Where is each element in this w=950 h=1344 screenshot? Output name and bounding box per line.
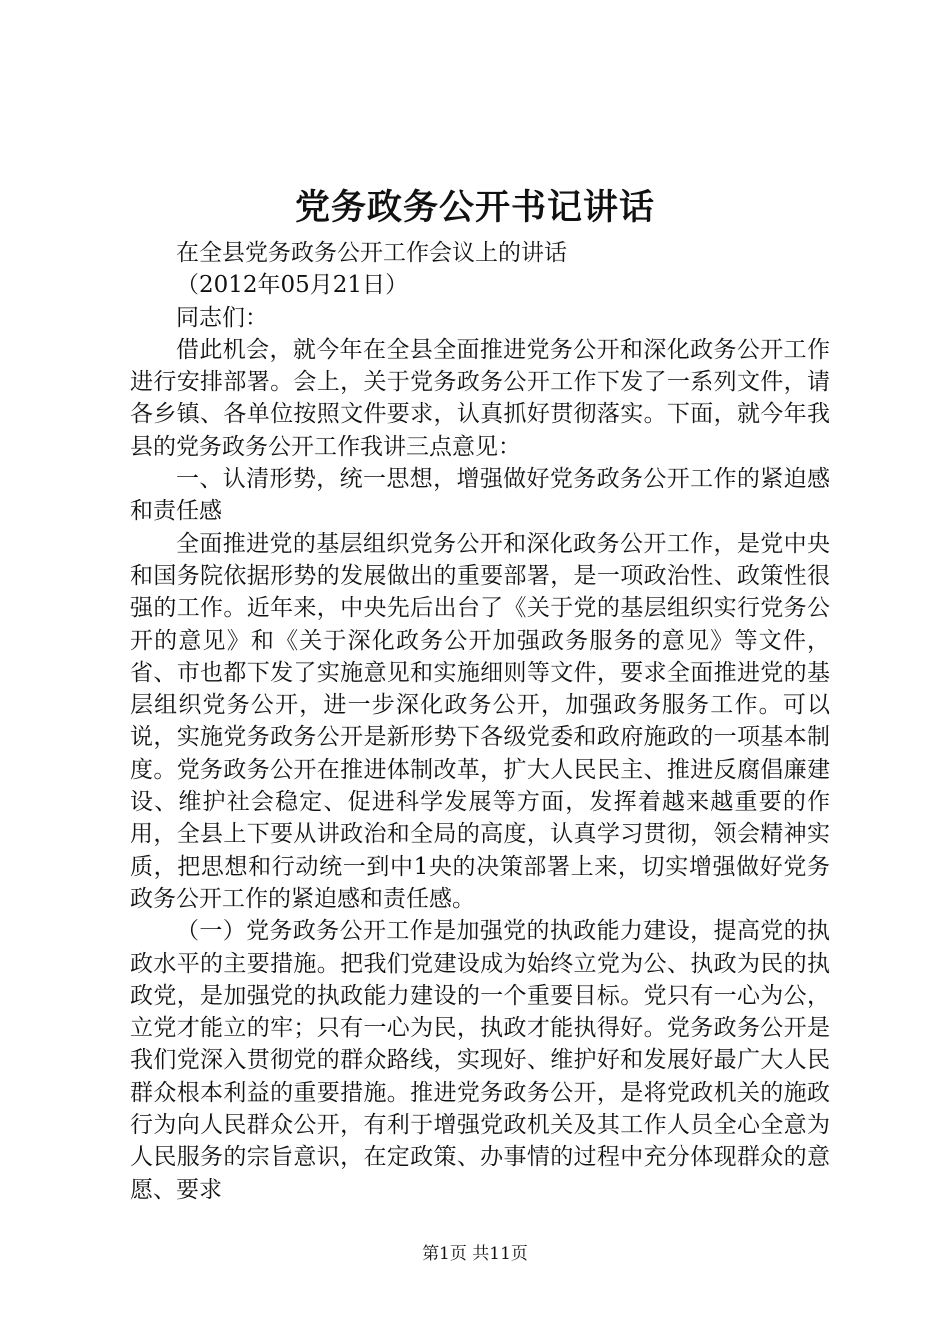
body-paragraph: 全面推进党的基层组织党务公开和深化政务公开工作，是党中央和国务院依据形势的发展做出的重要部署，是一项政治性、政策性很强的工作。近年来，中央先后出台了《关于党的基层组织实行党务公开的意见》和《关于深化政务公开加强政务服务的意见》等文件，省、市也都下发了实施意见和实施细则等文件，要求全面推进党的基层组织党务公开，进一步深化政务公开，加强政务服务工作。可以说，实施党务政务公开是新形势下各级党委和政府施政的一项基本制度。党务政务公开在推进体制改革，扩大人民民主、推进反腐倡廉建设、维护社会稳定、促进科学发展等方面，发挥着越来越重要的作用，全县上下要从讲政治和全局的高度，认真学习贯彻，领会精神实质，把思想和行动统一到中1央的决策部署上来，切实增强做好党务政务公开工作的紧迫感和责任感。 xyxy=(130,530,830,912)
document-title: 党务政务公开书记讲话 xyxy=(294,187,655,228)
salutation: 同志们： xyxy=(176,304,268,331)
speech-date: （2012年05月21日） xyxy=(176,272,409,299)
page-number-footer: 第1页 共11页 xyxy=(422,1244,528,1264)
document-body xyxy=(130,237,830,1206)
body-paragraph: （一）党务政务公开工作是加强党的执政能力建设，提高党的执政水平的主要措施。把我们党建设成为始终立党为公、执政为民的执政党，是加强党的执政能力建设的一个重要目标。党只有一心为公，立党才能立的牢；只有一心为民，执政才能执得好。党务政务公开是我们党深入贯彻党的群众路线，实现好、维护好和发展好最广大人民群众根本利益的重要措施。推进党务政务公开，是将党政机关的施政行为向人民群众公开，有利于增强党政机关及其工作人员全心全意为人民服务的宗旨意识，在定政策、办事情的过程中充分体现群众的意愿、要求 xyxy=(130,918,830,1203)
speech-subtitle: 在全县党务政务公开工作会议上的讲话 xyxy=(176,240,567,266)
section-heading: 一、认清形势，统一思想，增强做好党务政务公开工作的紧迫感和责任感 xyxy=(130,466,830,525)
body-paragraph: 借此机会，就今年在全县全面推进党务公开和深化政务公开工作进行安排部署。会上，关于党务政务公开工作下发了一系列文件，请各乡镇、各单位按照文件要求，认真抓好贯彻落实。下面，就今年我县的党务政务公开工作我讲三点意见： xyxy=(130,336,830,460)
